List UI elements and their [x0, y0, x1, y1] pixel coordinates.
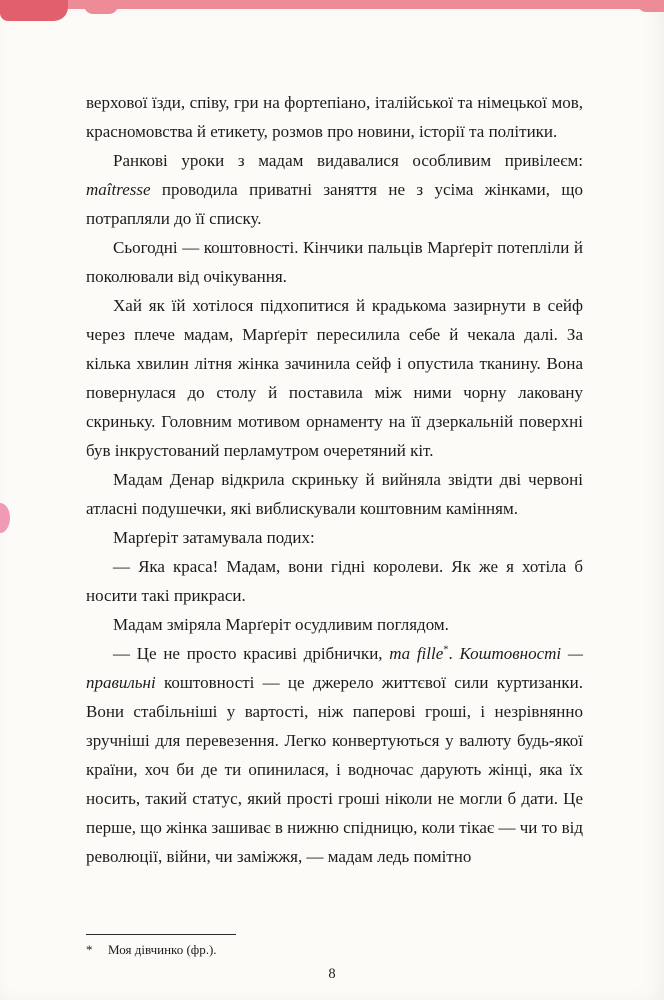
adjacent-page-edge-left [0, 503, 10, 533]
text-segment: — Це не просто красиві дрібнички, [113, 644, 390, 663]
text-segment: Сьогодні — коштовності. Кінчики пальців Марґеріт потепліли й поколювали від очікування. [86, 238, 583, 286]
footnote [86, 941, 583, 959]
paragraph [86, 233, 583, 291]
text-segment: Мадам Денар відкрила скриньку й вийняла звідти дві червоні атласні подушечки, які виблискували коштовним камінням. [86, 470, 583, 518]
paragraph [86, 291, 583, 465]
footnote-reference: * [443, 644, 449, 656]
paragraph [86, 523, 583, 552]
adjacent-page-edge-notch [84, 0, 118, 14]
adjacent-page-edge-top-right [638, 0, 664, 12]
text-segment: Мадам зміряла Марґеріт осудливим поглядом. [113, 615, 449, 634]
footnote-text: Моя дівчинко (фр.). [108, 942, 217, 957]
text-segment: maîtresse [86, 180, 151, 199]
text-segment: проводила приватні заняття не з усіма жінками, що потрапляли до її списку. [86, 180, 583, 228]
paragraph [86, 610, 583, 639]
footnote-marker: * [86, 942, 93, 957]
paragraph [86, 88, 583, 146]
text-segment: . [448, 644, 460, 663]
text-segment: Марґеріт затамувала подих: [113, 528, 315, 547]
adjacent-page-corner [0, 0, 68, 21]
footnote-rule [86, 934, 236, 935]
page-number: 8 [328, 966, 336, 982]
text-segment: Хай як їй хотілося підхопитися й крадькома зазирнути в сейф через плече мадам, Марґеріт пересилила себе й чекала далі. За кілька хвилин літня жінка зачинила сейф і опустила тканину. Вона повернулася до столу й поставила між ними чорну лаковану скриньку. Головним мотивом орнаменту на її дзеркальній поверхні був інкрустований перламутром очеретяний кіт. [86, 296, 583, 460]
text-segment: Коштовності — правильні [86, 644, 584, 692]
text-segment: — Яка краса! Мадам, вони гідні королеви. Як же я хотіла б носити такі прикраси. [86, 557, 583, 605]
text-segment: верхової їзди, співу, гри на фортепіано, італійської та німецької мов, красномовства й етикету, розмов про новини, історії та політики. [86, 93, 583, 141]
text-block [86, 88, 583, 871]
text-segment: коштовності — це джерело життєвої сили куртизанки. Вони стабільніші у вартості, ніж паперові гроші, і незрівнянно зручніші для перевезення. Легко конвертуються у валюту будь-якої країни, хоч би де ти опинилася, і водночас дарують жінці, яка їх носить, такий статус, який прості гроші ніколи не могли б дати. Це перше, що жінка зашиває в нижню спідницю, коли тікає — чи то від революції, війни, чи заміжжя, — мадам ледь помітно [86, 673, 583, 866]
paragraph [86, 465, 583, 523]
paragraph [86, 146, 583, 233]
text-segment: Ранкові уроки з мадам видавалися особливим привілеєм: [113, 151, 583, 170]
text-segment: ma fille [389, 644, 444, 663]
paragraph [86, 552, 583, 610]
paragraph [86, 639, 583, 871]
